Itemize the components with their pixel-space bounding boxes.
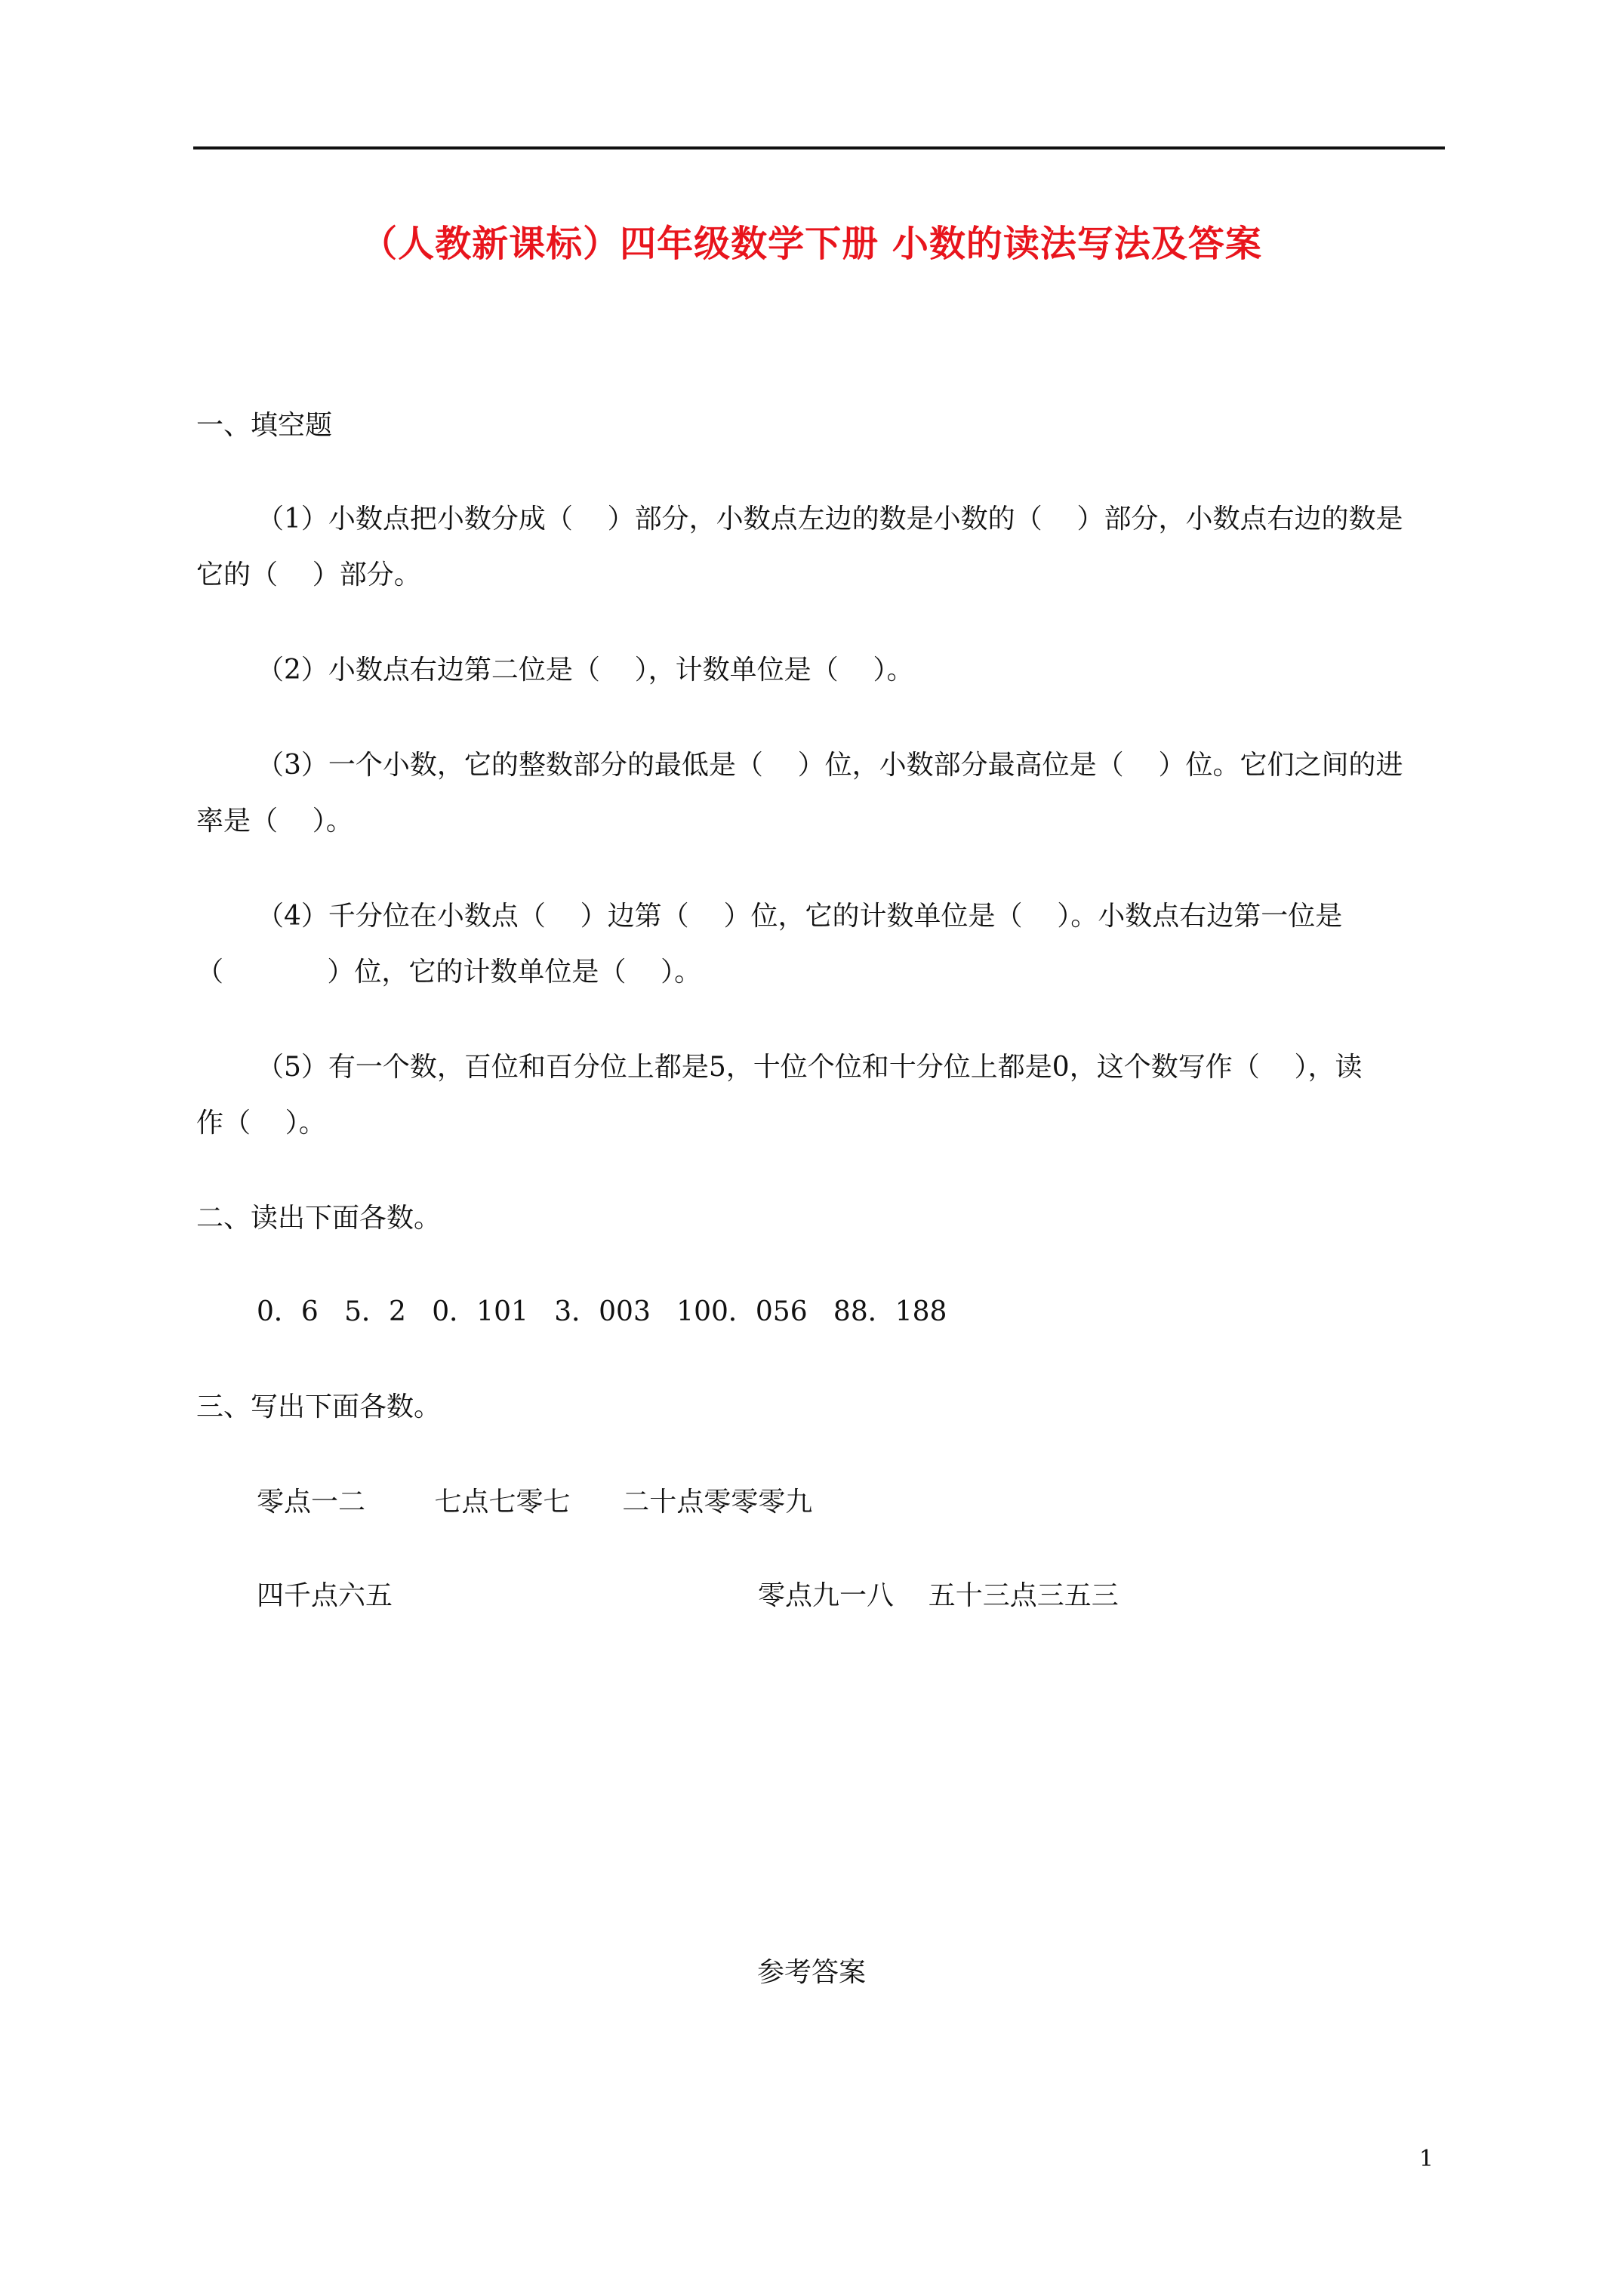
question-1-line-2: 它的（ ）部分。 [196, 559, 421, 590]
section-1-heading: 一、填空题 [196, 410, 333, 441]
question-3-line-1: （3）一个小数，它的整数部分的最低是（ ）位，小数部分最高位是（ ）位。它们之间的进 [257, 750, 1403, 781]
section-2-numbers: 0．6 5．2 0．101 3．003 100．056 88．188 [257, 1296, 947, 1327]
section-3-row-2-left: 四千点六五 [257, 1580, 393, 1611]
section-3-row-1: 零点一二 七点七零七 二十点零零零九 [257, 1487, 813, 1518]
section-3-heading: 三、写出下面各数。 [196, 1391, 442, 1422]
question-1-line-1: （1）小数点把小数分成（ ）部分，小数点左边的数是小数的（ ）部分，小数点右边的数是 [257, 504, 1403, 535]
section-2-heading: 二、读出下面各数。 [196, 1203, 442, 1234]
question-3-line-2: 率是（ ）。 [196, 806, 353, 837]
section-3-row-2-right: 零点九一八 五十三点三五三 [758, 1580, 1119, 1611]
header-rule [193, 146, 1445, 149]
page-number: 1 [1419, 2146, 1434, 2172]
question-4-line-2: （ ）位，它的计数单位是（ ）。 [196, 957, 702, 988]
question-5-line-2: 作（ ）。 [196, 1108, 326, 1139]
question-2-line-1: （2）小数点右边第二位是（ ），计数单位是（ ）。 [257, 655, 914, 686]
question-5-line-1: （5）有一个数，百位和百分位上都是5，十位个位和十分位上都是0，这个数写作（ ），读 [257, 1052, 1363, 1083]
question-4-line-1: （4）千分位在小数点（ ）边第（ ）位，它的计数单位是（ ）。小数点右边第一位是 [257, 901, 1343, 932]
document-title: （人教新课标）四年级数学下册 小数的读法写法及答案 [361, 223, 1262, 265]
answers-heading: 参考答案 [756, 1957, 866, 1988]
